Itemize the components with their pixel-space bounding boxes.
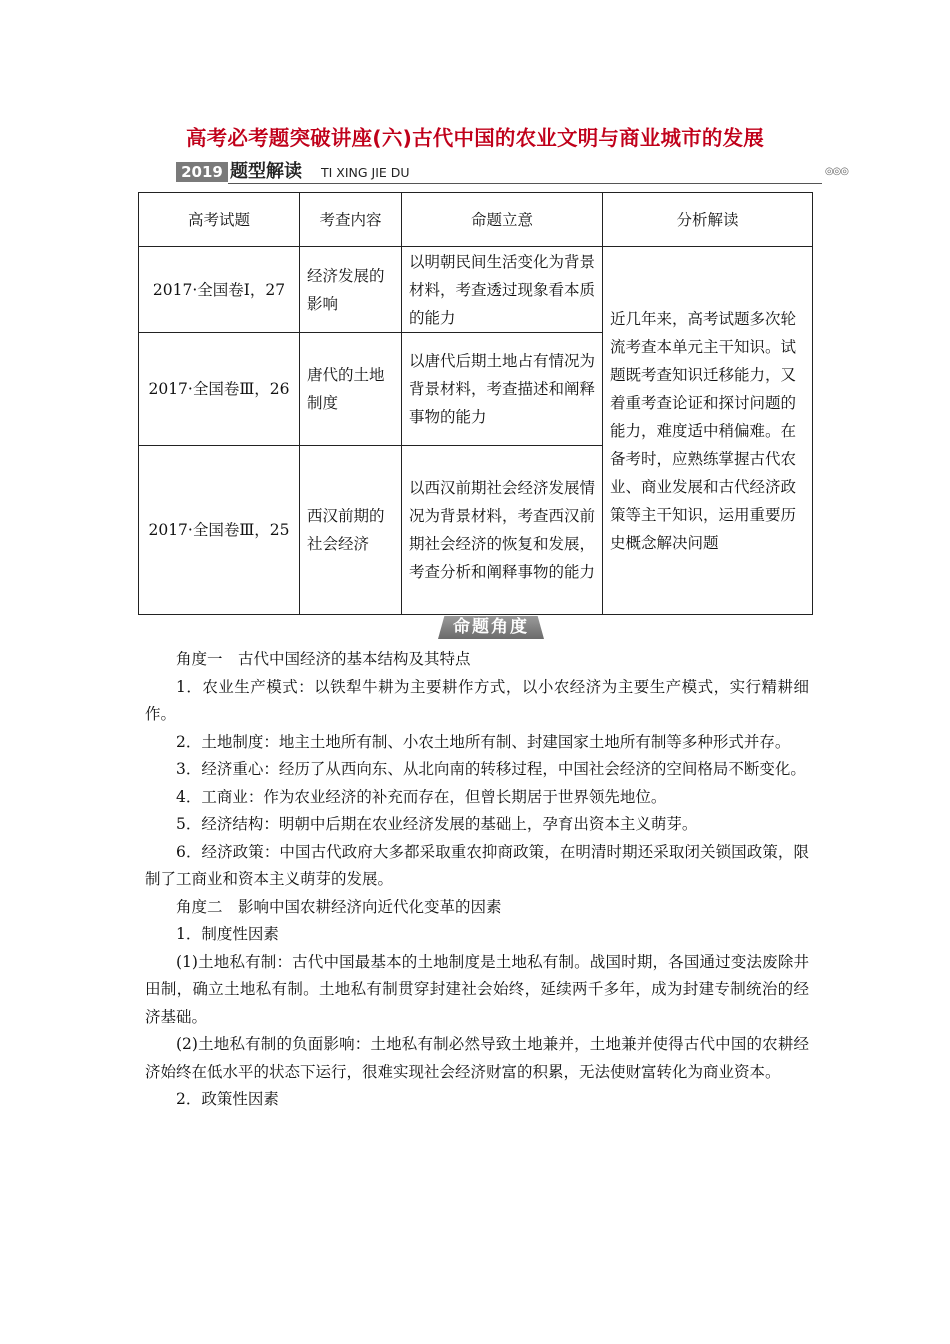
exam-cell: 2017·全国卷Ⅲ，25 bbox=[139, 446, 300, 615]
paragraph: (2)土地私有制的负面影响：土地私有制必然导致土地兼并，土地兼并使得古代中国的农耕经济始终在低水平的状态下运行，很难实现社会经济财富的积累，无法使财富转化为商业资本。 bbox=[145, 1035, 809, 1081]
analysis-cell: 近几年来，高考试题多次轮流考查本单元主干知识。试题既考查知识迁移能力，又着重考查论证和探讨问题的能力，难度适中稍偏难。在备考时，应熟练掌握古代农业、商业发展和古代经济政策等主干知识，运用重要历史概念解决问题 bbox=[603, 247, 813, 615]
table-row bbox=[139, 247, 813, 333]
angle-band-label: 命题角度 bbox=[453, 617, 529, 637]
content-cell: 西汉前期的社会经济 bbox=[300, 446, 402, 615]
header-content: 考查内容 bbox=[300, 193, 402, 247]
intent-cell: 以唐代后期土地占有情况为背景材料，考查描述和阐释事物的能力 bbox=[402, 333, 603, 446]
paragraph: 1．制度性因素 bbox=[176, 925, 279, 943]
table-header-row bbox=[139, 193, 813, 247]
paragraph: 5．经济结构：明朝中后期在农业经济发展的基础上，孕育出资本主义萌芽。 bbox=[176, 815, 698, 833]
content-cell: 唐代的土地制度 bbox=[300, 333, 402, 446]
intent-cell: 以明朝民间生活变化为背景材料，考查透过现象看本质的能力 bbox=[402, 247, 603, 333]
paragraph: 2．土地制度：地主土地所有制、小农土地所有制、封建国家土地所有制等多种形式并存。 bbox=[176, 732, 791, 751]
paragraph: 6．经济政策：中国古代政府大多都采取重农抑商政策，在明清时期还采取闭关锁国政策，限制了工商业和资本主义萌芽的发展。 bbox=[145, 842, 809, 888]
paragraph: 4．工商业：作为农业经济的补充而存在，但曾长期居于世界领先地位。 bbox=[176, 787, 667, 806]
content-cell: 经济发展的影响 bbox=[300, 247, 402, 333]
intent-cell: 以西汉前期社会经济发展情况为背景材料，考查西汉前期社会经济的恢复和发展，考查分析和阐释事物的能力 bbox=[402, 446, 603, 615]
exam-cell: 2017·全国卷Ⅲ，26 bbox=[139, 333, 300, 446]
header-analysis: 分析解读 bbox=[603, 193, 813, 247]
paragraph: 1．农业生产模式：以铁犁牛耕为主要耕作方式，以小农经济为主要生产模式，实行精耕细作。 bbox=[145, 677, 809, 723]
section-label: 题型解读 bbox=[230, 161, 302, 182]
paragraph: 2．政策性因素 bbox=[176, 1090, 279, 1108]
exam-cell: 2017·全国卷Ⅰ，27 bbox=[139, 247, 300, 333]
section-pinyin: TI XING JIE DU bbox=[321, 165, 410, 180]
body-text bbox=[145, 646, 809, 1114]
angle-band bbox=[438, 616, 544, 639]
page-title: 高考必考题突破讲座(六)古代中国的农业文明与商业城市的发展 bbox=[185, 126, 765, 150]
section-year-badge: 2019 bbox=[176, 162, 228, 182]
section-banner bbox=[176, 159, 848, 185]
decorative-dots-icon: ◎◎◎ bbox=[824, 166, 848, 177]
section-divider bbox=[228, 183, 822, 184]
angle-heading: 角度一 古代中国经济的基本结构及其特点 bbox=[176, 650, 471, 668]
paragraph: (1)土地私有制：古代中国最基本的土地制度是土地私有制。战国时期，各国通过变法废除井田制，确立土地私有制。土地私有制贯穿封建社会始终，延续两千多年，成为封建专制统治的经济基础。 bbox=[145, 952, 809, 1026]
header-intent: 命题立意 bbox=[402, 193, 603, 247]
paragraph: 3．经济重心：经历了从西向东、从北向南的转移过程，中国社会经济的空间格局不断变化。 bbox=[176, 760, 806, 778]
angle-heading: 角度二 影响中国农耕经济向近代化变革的因素 bbox=[176, 897, 502, 916]
header-exam: 高考试题 bbox=[139, 193, 300, 247]
exam-analysis-table bbox=[138, 192, 813, 615]
